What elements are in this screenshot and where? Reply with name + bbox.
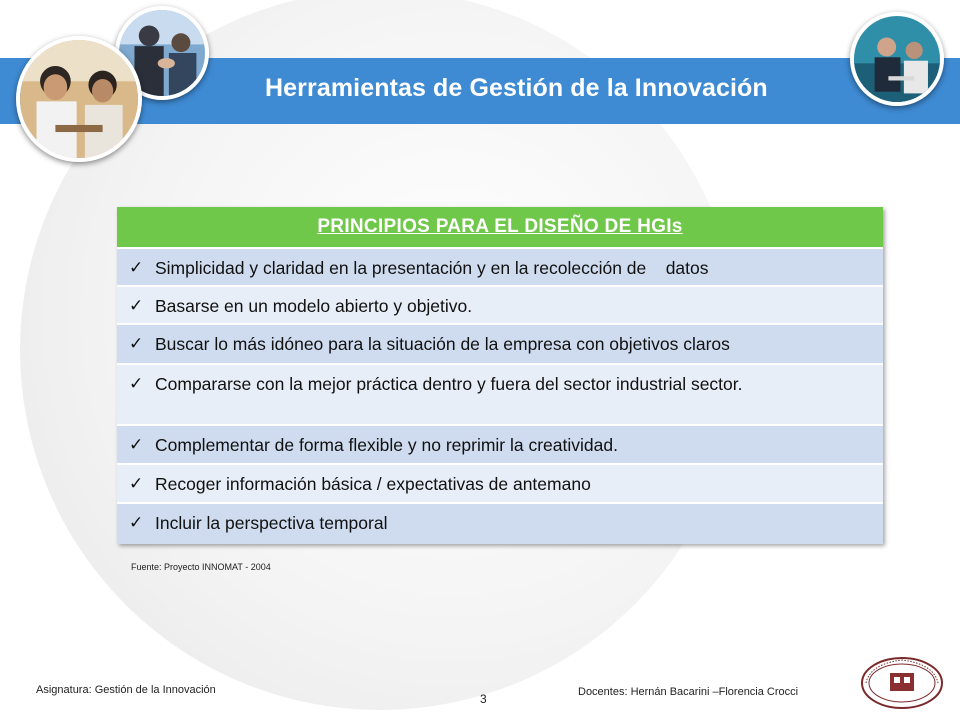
list-item-text: Incluir la perspectiva temporal <box>155 513 388 533</box>
list-item <box>117 504 883 544</box>
team-photo <box>16 36 142 162</box>
list-item <box>117 325 883 365</box>
list-item-text: Basarse en un modelo abierto y objetivo. <box>155 296 473 316</box>
source-note: Fuente: Proyecto INNOMAT - 2004 <box>131 562 271 572</box>
university-seal-icon <box>860 656 944 710</box>
checkmark-icon: ✓ <box>129 258 144 277</box>
list-item-text: Compararse con la mejor práctica dentro y fuera del sector industrial sector. <box>155 374 743 394</box>
list-item <box>117 249 883 287</box>
table-header <box>117 207 883 249</box>
list-item <box>117 465 883 504</box>
checkmark-icon: ✓ <box>129 513 144 532</box>
list-item-text: Complementar de forma flexible y no reprimir la creatividad. <box>155 435 618 455</box>
list-item <box>117 365 883 426</box>
table-heading: PRINCIPIOS PARA EL DISEÑO DE HGIs <box>317 216 683 237</box>
checkmark-icon: ✓ <box>129 296 144 315</box>
list-item-text: Buscar lo más idóneo para la situación de la empresa con objetivos claros <box>155 334 730 354</box>
page-title: Herramientas de Gestión de la Innovación <box>265 74 768 102</box>
principles-table <box>117 207 883 544</box>
checkmark-icon: ✓ <box>129 474 144 493</box>
list-item <box>117 426 883 465</box>
checkmark-icon: ✓ <box>129 435 144 454</box>
list-item <box>117 287 883 325</box>
checkmark-icon: ✓ <box>129 334 144 353</box>
list-item-text: Recoger información básica / expectativas de antemano <box>155 474 591 494</box>
checkmark-icon: ✓ <box>129 374 144 393</box>
footer-teachers: Docentes: Hernán Bacarini –Florencia Crocci <box>578 686 799 698</box>
list-item-text: Simplicidad y claridad en la presentación y en la recolección de datos <box>155 258 709 278</box>
footer-subject: Asignatura: Gestión de la Innovación <box>36 684 216 696</box>
page-number: 3 <box>480 692 487 706</box>
